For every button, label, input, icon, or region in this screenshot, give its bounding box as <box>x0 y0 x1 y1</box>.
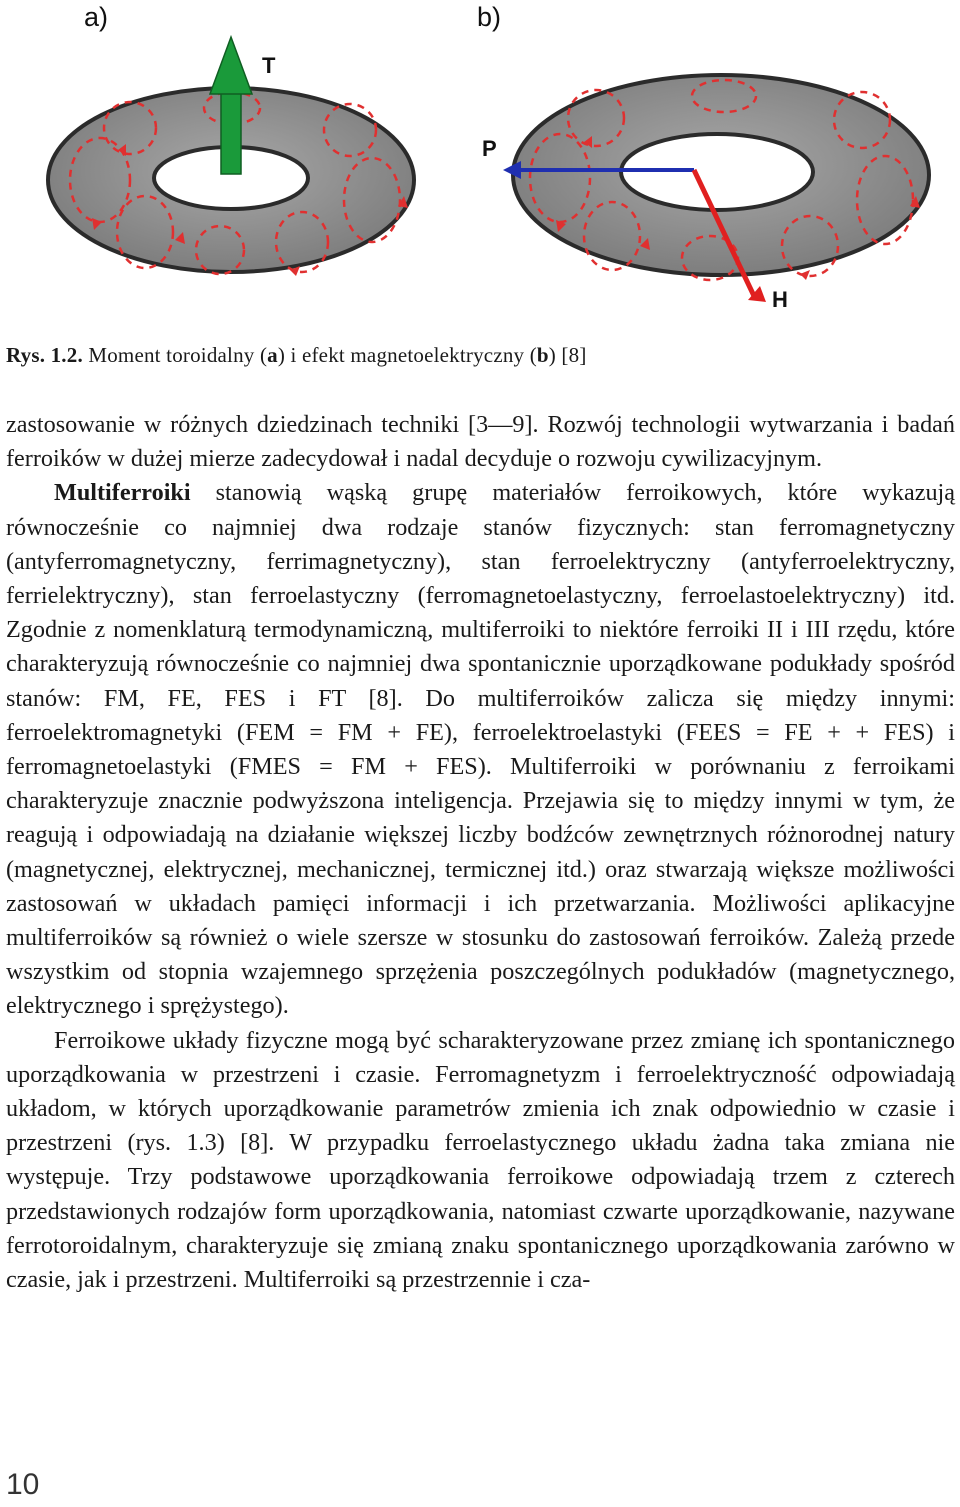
caption-text-1: Moment toroidalny ( <box>88 343 268 367</box>
label-P: P <box>482 136 497 161</box>
label-T: T <box>262 53 276 78</box>
torus-b <box>513 75 929 280</box>
caption-b: b <box>536 343 549 367</box>
caption-prefix: Rys. 1.2. <box>6 343 83 367</box>
paragraph-2 <box>6 476 955 1023</box>
body-text <box>6 408 955 1297</box>
figure-toroidal-magnetoelectric <box>0 0 960 330</box>
label-H: H <box>772 287 788 312</box>
page-number: 10 <box>6 1468 40 1501</box>
panel-b-label: b) <box>477 2 502 32</box>
paragraph-2-text: stanowią wąską grupę materiałów ferroikowych, które wykazują równocześnie co najmniej dwa rodzaje stanów fizycznych: stan ferromagnetyczny (antyferromagnetyczny, ferrimagnetyczny), stan ferroelektryczny (antyferroelektryczny, ferrielektryczny), stan ferroelastyczny (ferromagnetoelastyczny, ferroelastoelektryczny) itd. Zgodnie z nomenklaturą termodynamiczną, multiferroiki to niektóre ferroiki II i III rzędu, które charakteryzują równocześnie co najmniej dwa spontanicznie uporządkowane podukłady spośród stanów: FM, FE, FES i FT [8]. Do multiferroików zalicza się między innymi: ferroelektromagnetyki (FEM = FM + FE), ferroelektroelastyki (FEES = FE + + FES) i ferromagnetoelastyki (FMES = FM + FES). Multiferroiki w porównaniu z ferroikami charakteryzuje znacznie podwyższona inteligencja. Przejawia się to między innymi w tym, że reagują i odpowiadają na działanie większej liczby bodźców zewnętrznych różnorodnej natury (magnetycznej, elektrycznej, mechanicznej, termicznej itd.) oraz stwarzają większe możliwości zastosowań w układach pamięci informacji i ich przetwarzania. Możliwości aplikacyjne multiferroików są również o wiele szersze w stosunku do zastosowań ferroików. Zależą przede wszystkim od stopnia wzajemnego sprzężenia poszczególnych podukładów (magnetycznego, elektrycznego i sprężystego). <box>6 479 955 1020</box>
panel-a-label: a) <box>84 2 109 32</box>
paragraph-1: zastosowanie w różnych dziedzinach techniki [3—9]. Rozwój technologii wytwarzania i badań ferroików w dużej mierze zadecydował i nadal decyduje o rozwoju cywilizacyjnym. <box>6 411 955 473</box>
figure-caption <box>6 343 587 368</box>
paragraph-3: Ferroikowe układy fizyczne mogą być scharakteryzowane przez zmianę ich spontanicznego uporządkowania w przestrzeni i czasie. Ferromagnetyzm i ferroelektryczność odpowiadają układom, w których uporządkowanie parametrów zmienia ich znak odpowiednio w czasie i przestrzeni (rys. 1.3) [8]. W przypadku ferroelastycznego układu żadna taka zmiana nie występuje. Trzy podstawowe uporządkowania ferroikowe odpowiadają trzem z czterech przedstawionych rodzajów form uporządkowania, natomiast czwarte uporządkowanie, nazywane ferrotoroidalnym, charakteryzuje się zmianą znaku spontanicznego uporządkowania zarówno w czasie, jak i przestrzeni. Multiferroiki są przestrzennie i cza- <box>6 1026 955 1294</box>
caption-a: a <box>267 343 278 367</box>
caption-text-3: ) [8] <box>548 343 587 367</box>
caption-text-2: ) i efekt magnetoelektryczny ( <box>277 343 537 367</box>
figure-drawing <box>0 0 960 330</box>
paragraph-2-term: Multiferroiki <box>54 479 191 507</box>
